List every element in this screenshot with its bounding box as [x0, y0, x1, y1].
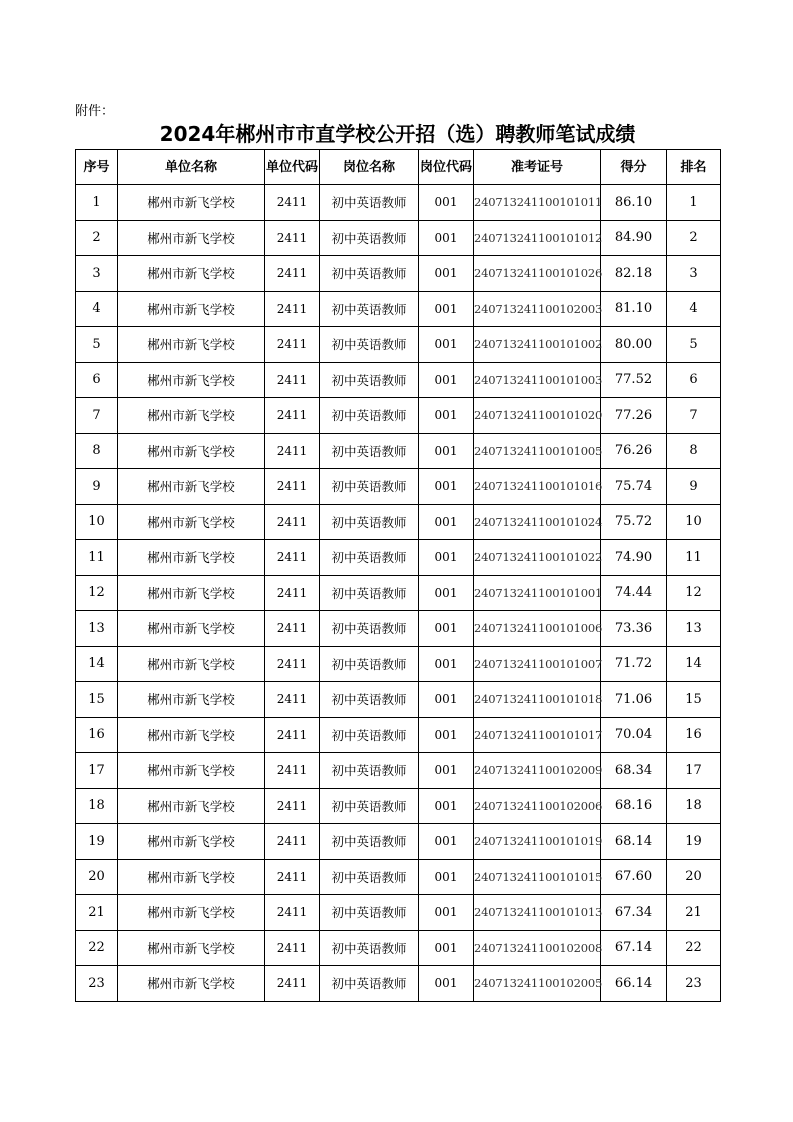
cell-unit-code: 2411 [265, 966, 320, 1002]
cell-rank: 20 [667, 859, 721, 895]
cell-no: 14 [76, 646, 118, 682]
cell-post-code: 001 [419, 895, 474, 931]
cell-post-name: 初中英语教师 [320, 859, 419, 895]
cell-post-name: 初中英语教师 [320, 824, 419, 860]
cell-ticket-no: 240713241100101019 [474, 824, 601, 860]
cell-post-code: 001 [419, 859, 474, 895]
cell-post-code: 001 [419, 575, 474, 611]
cell-post-name: 初中英语教师 [320, 433, 419, 469]
header-unit-name: 单位名称 [118, 150, 265, 185]
cell-post-name: 初中英语教师 [320, 220, 419, 256]
cell-unit-code: 2411 [265, 930, 320, 966]
cell-ticket-no: 240713241100101020 [474, 398, 601, 434]
cell-unit-code: 2411 [265, 291, 320, 327]
table-row [76, 327, 721, 363]
cell-unit-code: 2411 [265, 824, 320, 860]
cell-unit-name: 郴州市新飞学校 [118, 611, 265, 647]
attachment-label: 附件： [75, 104, 115, 119]
cell-post-name: 初中英语教师 [320, 788, 419, 824]
cell-unit-name: 郴州市新飞学校 [118, 291, 265, 327]
cell-rank: 4 [667, 291, 721, 327]
table-row [76, 362, 721, 398]
cell-rank: 2 [667, 220, 721, 256]
cell-no: 21 [76, 895, 118, 931]
cell-score: 76.26 [601, 433, 667, 469]
cell-unit-code: 2411 [265, 717, 320, 753]
cell-unit-name: 郴州市新飞学校 [118, 895, 265, 931]
cell-post-name: 初中英语教师 [320, 930, 419, 966]
cell-no: 1 [76, 185, 118, 221]
cell-ticket-no: 240713241100102009 [474, 753, 601, 789]
cell-unit-code: 2411 [265, 611, 320, 647]
table-row [76, 291, 721, 327]
header-post-code: 岗位代码 [419, 150, 474, 185]
cell-ticket-no: 240713241100102003 [474, 291, 601, 327]
cell-rank: 23 [667, 966, 721, 1002]
table-row [76, 220, 721, 256]
cell-unit-code: 2411 [265, 540, 320, 576]
cell-no: 6 [76, 362, 118, 398]
cell-rank: 9 [667, 469, 721, 505]
table-row [76, 469, 721, 505]
cell-post-code: 001 [419, 930, 474, 966]
cell-rank: 5 [667, 327, 721, 363]
cell-score: 67.14 [601, 930, 667, 966]
cell-score: 66.14 [601, 966, 667, 1002]
cell-no: 2 [76, 220, 118, 256]
cell-post-code: 001 [419, 398, 474, 434]
cell-no: 10 [76, 504, 118, 540]
cell-score: 68.14 [601, 824, 667, 860]
cell-unit-code: 2411 [265, 575, 320, 611]
cell-ticket-no: 240713241100101016 [474, 469, 601, 505]
cell-post-code: 001 [419, 966, 474, 1002]
cell-post-name: 初中英语教师 [320, 185, 419, 221]
cell-unit-code: 2411 [265, 788, 320, 824]
table-row [76, 895, 721, 931]
cell-score: 68.16 [601, 788, 667, 824]
cell-no: 7 [76, 398, 118, 434]
cell-post-code: 001 [419, 469, 474, 505]
cell-ticket-no: 240713241100101005 [474, 433, 601, 469]
cell-no: 16 [76, 717, 118, 753]
cell-unit-code: 2411 [265, 895, 320, 931]
cell-ticket-no: 240713241100101003 [474, 362, 601, 398]
cell-post-code: 001 [419, 682, 474, 718]
cell-post-code: 001 [419, 611, 474, 647]
cell-unit-name: 郴州市新飞学校 [118, 540, 265, 576]
cell-unit-code: 2411 [265, 469, 320, 505]
cell-post-code: 001 [419, 291, 474, 327]
cell-unit-code: 2411 [265, 220, 320, 256]
table-row [76, 504, 721, 540]
cell-no: 18 [76, 788, 118, 824]
header-no: 序号 [76, 150, 118, 185]
cell-post-name: 初中英语教师 [320, 469, 419, 505]
cell-post-code: 001 [419, 504, 474, 540]
cell-score: 68.34 [601, 753, 667, 789]
cell-ticket-no: 240713241100101022 [474, 540, 601, 576]
cell-post-name: 初中英语教师 [320, 682, 419, 718]
cell-unit-code: 2411 [265, 256, 320, 292]
cell-unit-code: 2411 [265, 682, 320, 718]
cell-ticket-no: 240713241100101024 [474, 504, 601, 540]
cell-post-name: 初中英语教师 [320, 291, 419, 327]
cell-unit-code: 2411 [265, 185, 320, 221]
cell-no: 15 [76, 682, 118, 718]
cell-unit-name: 郴州市新飞学校 [118, 327, 265, 363]
cell-rank: 14 [667, 646, 721, 682]
cell-ticket-no: 240713241100101015 [474, 859, 601, 895]
cell-post-code: 001 [419, 185, 474, 221]
cell-unit-name: 郴州市新飞学校 [118, 930, 265, 966]
cell-rank: 22 [667, 930, 721, 966]
cell-ticket-no: 240713241100101013 [474, 895, 601, 931]
cell-unit-name: 郴州市新飞学校 [118, 504, 265, 540]
document-title: 2024年郴州市市直学校公开招（选）聘教师笔试成绩 [159, 122, 636, 146]
table-row [76, 717, 721, 753]
cell-post-name: 初中英语教师 [320, 646, 419, 682]
cell-rank: 13 [667, 611, 721, 647]
cell-post-name: 初中英语教师 [320, 398, 419, 434]
cell-unit-name: 郴州市新飞学校 [118, 398, 265, 434]
cell-unit-code: 2411 [265, 362, 320, 398]
cell-unit-code: 2411 [265, 504, 320, 540]
cell-rank: 15 [667, 682, 721, 718]
cell-post-code: 001 [419, 433, 474, 469]
cell-ticket-no: 240713241100101001 [474, 575, 601, 611]
cell-rank: 17 [667, 753, 721, 789]
cell-score: 75.72 [601, 504, 667, 540]
cell-ticket-no: 240713241100101002 [474, 327, 601, 363]
table-row [76, 398, 721, 434]
cell-unit-name: 郴州市新飞学校 [118, 256, 265, 292]
cell-no: 12 [76, 575, 118, 611]
cell-post-code: 001 [419, 362, 474, 398]
cell-no: 17 [76, 753, 118, 789]
cell-rank: 18 [667, 788, 721, 824]
cell-score: 73.36 [601, 611, 667, 647]
table-row [76, 859, 721, 895]
table-row [76, 256, 721, 292]
cell-rank: 3 [667, 256, 721, 292]
table-row [76, 611, 721, 647]
cell-score: 71.06 [601, 682, 667, 718]
table-row [76, 753, 721, 789]
header-ticket-no: 准考证号 [474, 150, 601, 185]
cell-post-name: 初中英语教师 [320, 362, 419, 398]
cell-ticket-no: 240713241100101012 [474, 220, 601, 256]
cell-unit-name: 郴州市新飞学校 [118, 966, 265, 1002]
cell-post-code: 001 [419, 824, 474, 860]
cell-post-name: 初中英语教师 [320, 575, 419, 611]
cell-rank: 21 [667, 895, 721, 931]
cell-unit-name: 郴州市新飞学校 [118, 185, 265, 221]
cell-unit-name: 郴州市新飞学校 [118, 433, 265, 469]
cell-post-code: 001 [419, 220, 474, 256]
cell-ticket-no: 240713241100102006 [474, 788, 601, 824]
cell-rank: 10 [667, 504, 721, 540]
cell-post-name: 初中英语教师 [320, 504, 419, 540]
cell-score: 74.44 [601, 575, 667, 611]
cell-no: 20 [76, 859, 118, 895]
table-row [76, 540, 721, 576]
cell-ticket-no: 240713241100101017 [474, 717, 601, 753]
cell-unit-name: 郴州市新飞学校 [118, 469, 265, 505]
table-row [76, 930, 721, 966]
table-row [76, 185, 721, 221]
cell-score: 70.04 [601, 717, 667, 753]
header-score: 得分 [601, 150, 667, 185]
cell-unit-name: 郴州市新飞学校 [118, 646, 265, 682]
table-row [76, 646, 721, 682]
header-rank: 排名 [667, 150, 721, 185]
cell-post-name: 初中英语教师 [320, 753, 419, 789]
header-unit-code: 单位代码 [265, 150, 320, 185]
cell-unit-code: 2411 [265, 859, 320, 895]
cell-post-code: 001 [419, 717, 474, 753]
cell-score: 75.74 [601, 469, 667, 505]
cell-unit-name: 郴州市新飞学校 [118, 220, 265, 256]
table-row [76, 433, 721, 469]
cell-no: 22 [76, 930, 118, 966]
cell-post-code: 001 [419, 327, 474, 363]
cell-rank: 1 [667, 185, 721, 221]
cell-post-code: 001 [419, 753, 474, 789]
score-table [75, 149, 721, 1002]
cell-rank: 16 [667, 717, 721, 753]
cell-post-name: 初中英语教师 [320, 327, 419, 363]
cell-unit-name: 郴州市新飞学校 [118, 859, 265, 895]
cell-post-name: 初中英语教师 [320, 540, 419, 576]
cell-no: 8 [76, 433, 118, 469]
header-post-name: 岗位名称 [320, 150, 419, 185]
cell-rank: 6 [667, 362, 721, 398]
table-header-row [76, 150, 721, 185]
table-row [76, 824, 721, 860]
cell-no: 23 [76, 966, 118, 1002]
cell-ticket-no: 240713241100102005 [474, 966, 601, 1002]
table-row [76, 966, 721, 1002]
cell-score: 86.10 [601, 185, 667, 221]
cell-unit-code: 2411 [265, 433, 320, 469]
cell-no: 4 [76, 291, 118, 327]
cell-no: 13 [76, 611, 118, 647]
cell-post-name: 初中英语教师 [320, 256, 419, 292]
cell-unit-name: 郴州市新飞学校 [118, 753, 265, 789]
cell-no: 5 [76, 327, 118, 363]
cell-post-name: 初中英语教师 [320, 611, 419, 647]
cell-score: 82.18 [601, 256, 667, 292]
cell-ticket-no: 240713241100101006 [474, 611, 601, 647]
cell-score: 84.90 [601, 220, 667, 256]
cell-unit-code: 2411 [265, 753, 320, 789]
cell-post-name: 初中英语教师 [320, 717, 419, 753]
cell-score: 67.60 [601, 859, 667, 895]
cell-unit-name: 郴州市新飞学校 [118, 824, 265, 860]
cell-rank: 8 [667, 433, 721, 469]
cell-post-code: 001 [419, 540, 474, 576]
cell-unit-name: 郴州市新飞学校 [118, 362, 265, 398]
cell-score: 74.90 [601, 540, 667, 576]
cell-post-code: 001 [419, 788, 474, 824]
table-row [76, 682, 721, 718]
cell-no: 3 [76, 256, 118, 292]
cell-rank: 7 [667, 398, 721, 434]
cell-unit-code: 2411 [265, 327, 320, 363]
cell-post-name: 初中英语教师 [320, 966, 419, 1002]
cell-post-code: 001 [419, 256, 474, 292]
cell-rank: 19 [667, 824, 721, 860]
cell-rank: 12 [667, 575, 721, 611]
cell-unit-name: 郴州市新飞学校 [118, 682, 265, 718]
cell-ticket-no: 240713241100101026 [474, 256, 601, 292]
cell-score: 77.26 [601, 398, 667, 434]
cell-no: 19 [76, 824, 118, 860]
cell-unit-code: 2411 [265, 646, 320, 682]
cell-no: 11 [76, 540, 118, 576]
table-row [76, 575, 721, 611]
cell-ticket-no: 240713241100101007 [474, 646, 601, 682]
table-row [76, 788, 721, 824]
cell-ticket-no: 240713241100101018 [474, 682, 601, 718]
cell-unit-name: 郴州市新飞学校 [118, 717, 265, 753]
cell-unit-name: 郴州市新飞学校 [118, 788, 265, 824]
cell-score: 67.34 [601, 895, 667, 931]
cell-score: 80.00 [601, 327, 667, 363]
cell-no: 9 [76, 469, 118, 505]
cell-ticket-no: 240713241100102008 [474, 930, 601, 966]
cell-unit-name: 郴州市新飞学校 [118, 575, 265, 611]
cell-score: 77.52 [601, 362, 667, 398]
cell-post-code: 001 [419, 646, 474, 682]
cell-rank: 11 [667, 540, 721, 576]
cell-score: 81.10 [601, 291, 667, 327]
cell-ticket-no: 240713241100101011 [474, 185, 601, 221]
cell-post-name: 初中英语教师 [320, 895, 419, 931]
cell-unit-code: 2411 [265, 398, 320, 434]
cell-score: 71.72 [601, 646, 667, 682]
